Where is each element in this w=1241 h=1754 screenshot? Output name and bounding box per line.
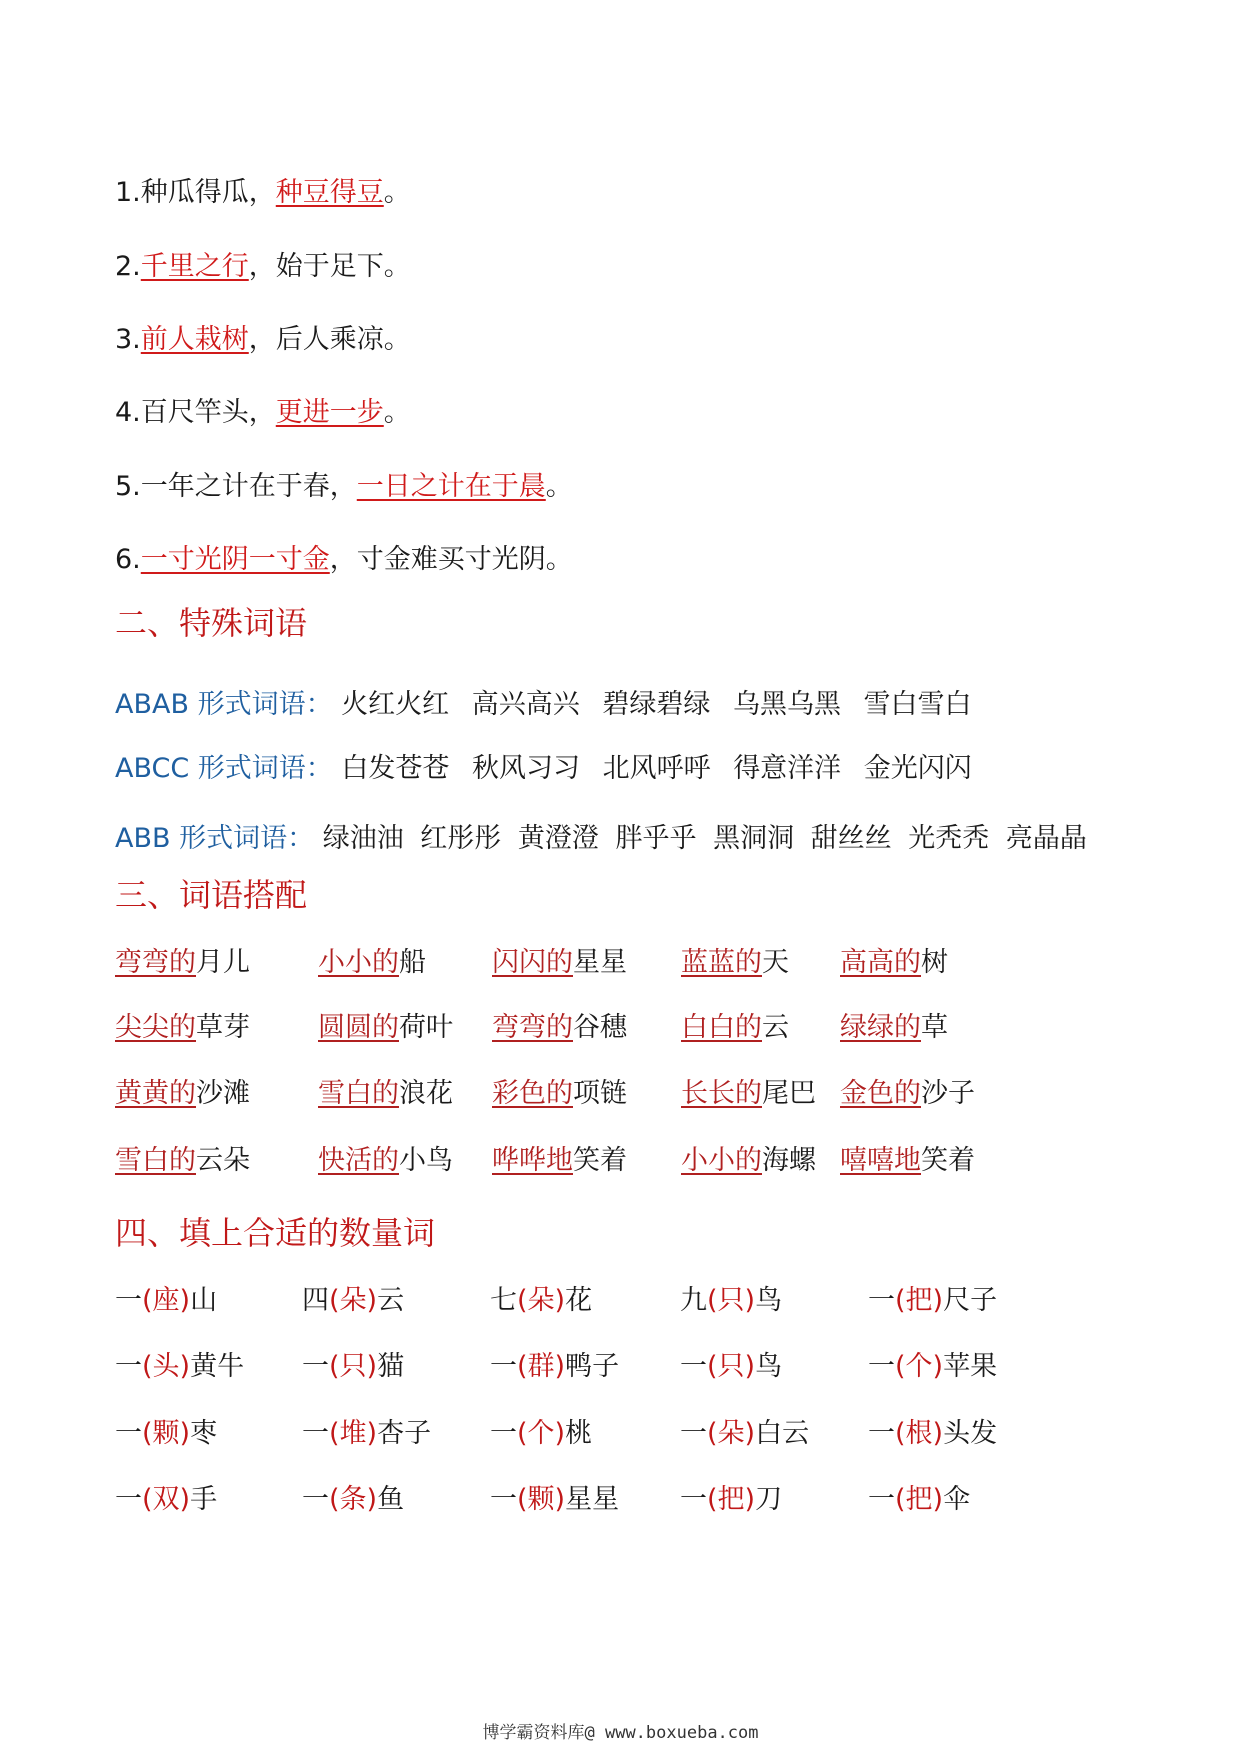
measure-word-row [0, 1347, 1241, 1387]
paren-close: ) [554, 1418, 566, 1449]
paren-open: ( [895, 1484, 906, 1515]
number-text: 一 [490, 1351, 517, 1382]
collocation-item [840, 1008, 948, 1048]
number-text: 一 [115, 1285, 142, 1316]
modifier-text: 哗哗地 [492, 1145, 573, 1176]
paren-close: ) [179, 1484, 191, 1515]
paren-close: ) [932, 1285, 944, 1316]
word: 胖乎乎 [615, 823, 697, 854]
modifier-text: 长长的 [681, 1078, 762, 1109]
paren-open: ( [707, 1418, 718, 1449]
paren-open: ( [329, 1285, 340, 1316]
noun-text: 云朵 [196, 1145, 250, 1176]
word: 金光闪闪 [863, 753, 972, 784]
paren-close: ) [179, 1418, 191, 1449]
word: 红彤彤 [420, 823, 502, 854]
collocation-row [0, 943, 1241, 983]
measure-word-answer: 双 [152, 1484, 180, 1515]
collocation-item [840, 1141, 975, 1181]
noun-text: 树 [921, 947, 948, 978]
paren-close: ) [366, 1351, 378, 1382]
measure-word-row [0, 1281, 1241, 1321]
number-text: 七 [490, 1285, 517, 1316]
measure-word-item [302, 1414, 431, 1454]
measure-word-item [490, 1480, 619, 1520]
paren-close: ) [744, 1484, 756, 1515]
collocation-item [840, 1074, 975, 1114]
paren-close: ) [366, 1418, 378, 1449]
measure-word-answer: 朵 [527, 1285, 555, 1316]
object-text: 杏子 [377, 1418, 432, 1449]
paren-open: ( [895, 1418, 906, 1449]
noun-text: 船 [399, 947, 426, 978]
measure-word-answer: 根 [905, 1418, 933, 1449]
number-text: 一 [115, 1351, 142, 1382]
collocation-item [115, 1141, 250, 1181]
number-text: 一 [680, 1484, 707, 1515]
answer-text: 一日之计在于晨 [356, 471, 546, 502]
measure-word-row [0, 1480, 1241, 1520]
collocation-item [318, 1074, 453, 1114]
measure-word-row [0, 1414, 1241, 1454]
object-text: 鸟 [755, 1351, 783, 1382]
noun-text: 项链 [573, 1078, 627, 1109]
object-text: 白云 [755, 1418, 810, 1449]
word: 黑洞洞 [713, 823, 795, 854]
object-text: 枣 [190, 1418, 218, 1449]
modifier-text: 雪白的 [115, 1145, 196, 1176]
collocation-item [681, 1141, 816, 1181]
modifier-text: 白白的 [681, 1012, 762, 1043]
number-text: 一 [868, 1418, 895, 1449]
measure-word-answer: 条 [339, 1484, 367, 1515]
paren-open: ( [142, 1351, 153, 1382]
paren-close: ) [366, 1484, 378, 1515]
noun-text: 海螺 [762, 1145, 816, 1176]
paren-open: ( [142, 1484, 153, 1515]
measure-word-item [302, 1480, 404, 1520]
object-text: 鸭子 [565, 1351, 620, 1382]
measure-word-answer: 把 [717, 1484, 745, 1515]
paren-open: ( [707, 1285, 718, 1316]
measure-word-answer: 堆 [339, 1418, 367, 1449]
word-row-abcc [115, 752, 986, 786]
collocation-item [492, 1141, 627, 1181]
measure-word-item [302, 1281, 404, 1321]
word: 黄澄澄 [517, 823, 599, 854]
noun-text: 谷穗 [573, 1012, 627, 1043]
noun-text: 荷叶 [399, 1012, 453, 1043]
answer-text: 千里之行 [140, 251, 249, 282]
noun-text: 笑着 [921, 1145, 975, 1176]
word-row-abab [115, 688, 986, 722]
word-type-label: ABAB 形式词语： [115, 689, 333, 720]
section-title: 四、填上合适的数量词 [115, 1214, 436, 1252]
measure-word-answer: 颗 [152, 1418, 180, 1449]
answer-text: 更进一步 [275, 397, 384, 428]
measure-word-item [115, 1480, 217, 1520]
paren-open: ( [329, 1418, 340, 1449]
modifier-text: 彩色的 [492, 1078, 573, 1109]
object-text: 尺子 [943, 1285, 998, 1316]
answer-text: 前人栽树 [140, 324, 249, 355]
modifier-text: 雪白的 [318, 1078, 399, 1109]
modifier-text: 圆圆的 [318, 1012, 399, 1043]
paren-open: ( [517, 1351, 528, 1382]
modifier-text: 弯弯的 [115, 947, 196, 978]
paren-open: ( [895, 1351, 906, 1382]
measure-word-item [115, 1414, 217, 1454]
paren-close: ) [744, 1285, 756, 1316]
measure-word-answer: 头 [152, 1351, 180, 1382]
object-text: 鸟 [755, 1285, 783, 1316]
modifier-text: 高高的 [840, 947, 921, 978]
measure-word-item [490, 1281, 592, 1321]
noun-text: 天 [762, 947, 789, 978]
collocation-item [318, 943, 426, 983]
measure-word-answer: 朵 [717, 1418, 745, 1449]
object-text: 猫 [377, 1351, 405, 1382]
modifier-text: 快活的 [318, 1145, 399, 1176]
measure-word-answer: 朵 [339, 1285, 367, 1316]
paren-close: ) [932, 1351, 944, 1382]
paren-close: ) [366, 1285, 378, 1316]
word-row-abb [115, 822, 1087, 856]
word-type-label: ABB 形式词语： [115, 823, 315, 854]
word: 绿油油 [322, 823, 404, 854]
paren-close: ) [554, 1351, 566, 1382]
paren-open: ( [517, 1285, 528, 1316]
paren-close: ) [554, 1484, 566, 1515]
measure-word-answer: 颗 [527, 1484, 555, 1515]
collocation-item [115, 943, 250, 983]
measure-word-item [302, 1347, 404, 1387]
measure-word-answer: 座 [152, 1285, 180, 1316]
paren-open: ( [707, 1351, 718, 1382]
measure-word-item [115, 1281, 217, 1321]
modifier-text: 金色的 [840, 1078, 921, 1109]
collocation-item [840, 943, 948, 983]
proverb-line: 4.百尺竿头，更进一步。 [115, 397, 411, 428]
modifier-text: 尖尖的 [115, 1012, 196, 1043]
collocation-row [0, 1141, 1241, 1181]
collocation-item [492, 943, 627, 983]
answer-text: 一寸光阴一寸金 [140, 544, 330, 575]
number-text: 一 [115, 1418, 142, 1449]
collocation-row [0, 1008, 1241, 1048]
measure-word-answer: 群 [527, 1351, 555, 1382]
measure-word-item [115, 1347, 244, 1387]
noun-text: 尾巴 [762, 1078, 816, 1109]
collocation-item [115, 1008, 250, 1048]
measure-word-item [868, 1281, 997, 1321]
noun-text: 星星 [573, 947, 627, 978]
object-text: 山 [190, 1285, 218, 1316]
measure-word-answer: 个 [527, 1418, 555, 1449]
paren-close: ) [744, 1418, 756, 1449]
word: 乌黑乌黑 [732, 689, 841, 720]
noun-text: 草 [921, 1012, 948, 1043]
object-text: 鱼 [377, 1484, 405, 1515]
measure-word-item [490, 1414, 592, 1454]
number-text: 九 [680, 1285, 707, 1316]
noun-text: 浪花 [399, 1078, 453, 1109]
paren-open: ( [517, 1484, 528, 1515]
object-text: 花 [565, 1285, 593, 1316]
proverb-line: 3.前人栽树，后人乘凉。 [115, 324, 411, 355]
number-text: 一 [868, 1285, 895, 1316]
number-text: 一 [302, 1351, 329, 1382]
paren-close: ) [932, 1418, 944, 1449]
object-text: 手 [190, 1484, 218, 1515]
measure-word-answer: 只 [717, 1285, 745, 1316]
paren-open: ( [329, 1351, 340, 1382]
proverb-line: 5.一年之计在于春，一日之计在于晨。 [115, 471, 573, 502]
word: 火红火红 [341, 689, 450, 720]
paren-close: ) [744, 1351, 756, 1382]
collocation-item [115, 1074, 250, 1114]
object-text: 星星 [565, 1484, 620, 1515]
collocation-item [681, 1074, 816, 1114]
word: 亮晶晶 [1005, 823, 1087, 854]
number-text: 一 [868, 1351, 895, 1382]
measure-word-item [680, 1480, 782, 1520]
modifier-text: 小小的 [681, 1145, 762, 1176]
noun-text: 沙子 [921, 1078, 975, 1109]
number-text: 一 [680, 1351, 707, 1382]
proverb-line: 2.千里之行，始于足下。 [115, 251, 411, 282]
collocation-item [318, 1008, 453, 1048]
object-text: 伞 [943, 1484, 971, 1515]
measure-word-answer: 只 [717, 1351, 745, 1382]
section-title: 三、词语搭配 [115, 876, 308, 914]
noun-text: 月儿 [196, 947, 250, 978]
noun-text: 沙滩 [196, 1078, 250, 1109]
word: 得意洋洋 [733, 753, 842, 784]
measure-word-item [868, 1414, 997, 1454]
noun-text: 草芽 [196, 1012, 250, 1043]
collocation-item [318, 1141, 453, 1181]
word: 雪白雪白 [863, 689, 972, 720]
word: 光秃秃 [908, 823, 990, 854]
word: 白发苍苍 [341, 753, 450, 784]
modifier-text: 小小的 [318, 947, 399, 978]
word: 北风呼呼 [602, 753, 711, 784]
object-text: 刀 [755, 1484, 783, 1515]
modifier-text: 绿绿的 [840, 1012, 921, 1043]
modifier-text: 弯弯的 [492, 1012, 573, 1043]
object-text: 黄牛 [190, 1351, 245, 1382]
paren-close: ) [554, 1285, 566, 1316]
object-text: 头发 [943, 1418, 998, 1449]
paren-open: ( [329, 1484, 340, 1515]
proverb-line: 1.种瓜得瓜，种豆得豆。 [115, 177, 411, 208]
paren-open: ( [707, 1484, 718, 1515]
paren-open: ( [142, 1285, 153, 1316]
paren-close: ) [932, 1484, 944, 1515]
number-text: 一 [115, 1484, 142, 1515]
object-text: 苹果 [943, 1351, 998, 1382]
paren-open: ( [517, 1418, 528, 1449]
noun-text: 小鸟 [399, 1145, 453, 1176]
collocation-item [492, 1074, 627, 1114]
number-text: 一 [680, 1418, 707, 1449]
collocation-item [681, 1008, 789, 1048]
word: 碧绿碧绿 [602, 689, 711, 720]
collocation-item [681, 943, 789, 983]
measure-word-item [680, 1414, 809, 1454]
modifier-text: 蓝蓝的 [681, 947, 762, 978]
word-type-label: ABCC 形式词语： [115, 753, 333, 784]
word: 秋风习习 [472, 753, 580, 784]
measure-word-item [490, 1347, 619, 1387]
object-text: 云 [377, 1285, 405, 1316]
paren-open: ( [895, 1285, 906, 1316]
measure-word-item [868, 1347, 997, 1387]
word: 高兴高兴 [471, 689, 580, 720]
measure-word-answer: 个 [905, 1351, 933, 1382]
number-text: 一 [302, 1418, 329, 1449]
measure-word-answer: 把 [905, 1285, 933, 1316]
footer-watermark: 博学霸资料库@ www.boxueba.com [482, 1723, 759, 1743]
modifier-text: 嘻嘻地 [840, 1145, 921, 1176]
paren-open: ( [142, 1418, 153, 1449]
number-text: 一 [868, 1484, 895, 1515]
number-text: 四 [302, 1285, 329, 1316]
measure-word-item [680, 1347, 782, 1387]
modifier-text: 黄黄的 [115, 1078, 196, 1109]
section-title: 二、特殊词语 [115, 604, 308, 642]
noun-text: 笑着 [573, 1145, 627, 1176]
collocation-row [0, 1074, 1241, 1114]
measure-word-answer: 只 [339, 1351, 367, 1382]
number-text: 一 [490, 1418, 517, 1449]
noun-text: 云 [762, 1012, 789, 1043]
object-text: 桃 [565, 1418, 593, 1449]
proverb-line: 6.一寸光阴一寸金，寸金难买寸光阴。 [115, 544, 573, 575]
word: 甜丝丝 [810, 823, 892, 854]
measure-word-answer: 把 [905, 1484, 933, 1515]
number-text: 一 [302, 1484, 329, 1515]
answer-text: 种豆得豆 [275, 177, 384, 208]
modifier-text: 闪闪的 [492, 947, 573, 978]
collocation-item [492, 1008, 627, 1048]
paren-close: ) [179, 1351, 191, 1382]
paren-close: ) [179, 1285, 191, 1316]
measure-word-item [680, 1281, 782, 1321]
measure-word-item [868, 1480, 970, 1520]
number-text: 一 [490, 1484, 517, 1515]
